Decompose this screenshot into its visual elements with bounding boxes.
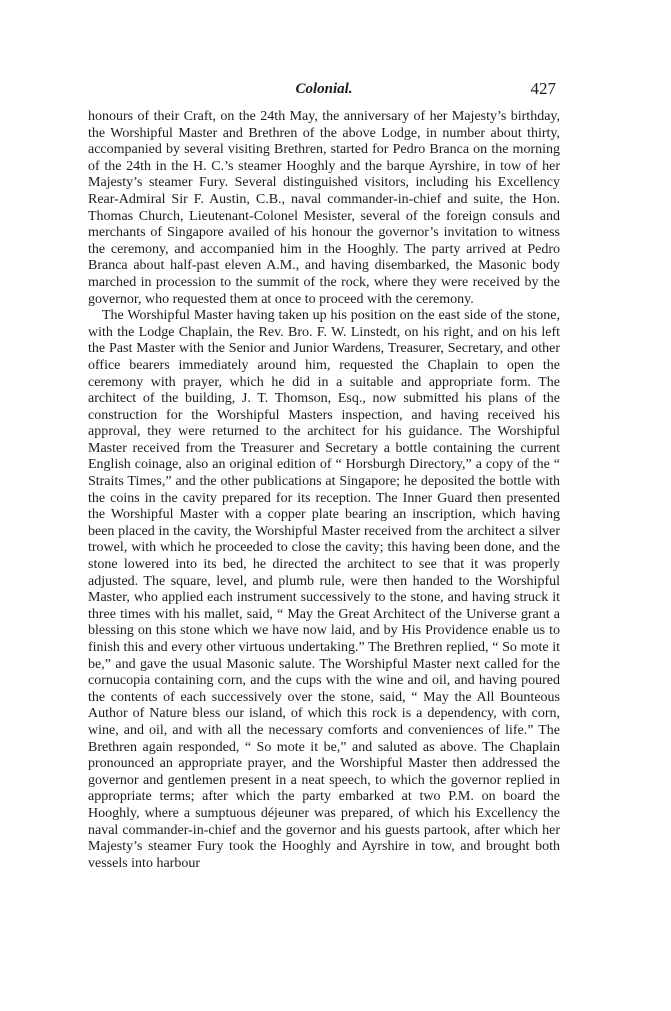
body-text <box>88 109 560 872</box>
running-title: Colonial. <box>295 81 353 97</box>
paragraph-2: The Worshipful Master having taken up his position on the east side of the stone, with the Lodge Chaplain, the Rev. Bro. F. W. Linstedt, on his right, and on his left the Past Master with the Senior and Junior Wardens, Treasurer, Secretary, and other office bearers immediately around him, requested the Chaplain to open the ceremony with prayer, which he did in a suitable and appropriate form. The architect of the building, J. T. Thomson, Esq., now submitted his plans of the construction for the Worshipful Masters inspection, and having received his approval, they were returned to the architect for his guidance. The Worshipful Master received from the Treasurer and Secretary a bottle containing the current English coinage, also an original edition of “ Horsburgh Directory,” a copy of the “ Straits Times,” and the other publications at Singapore; he deposited the bottle with the coins in the cavity prepared for its reception. The Inner Guard then presented the Worshipful Master with a copper plate bearing an inscription, which having been placed in the cavity, the Worshipful Master received from the architect a silver trowel, with which he proceeded to close the cavity; this having been done, and the stone lowered into its bed, he directed the architect to see that it was properly adjusted. The square, level, and plumb rule, were then handed to the Worshipful Master, who applied each instrument successively to the stone, and having struck it three times with his mallet, said, “ May the Great Architect of the Universe grant a blessing on this stone which we have now laid, and by His Providence enable us to finish this and every other virtuous undertaking.” The Brethren replied, “ So mote it be,” and gave the usual Masonic salute. The Worshipful Master next called for the cornucopia containing corn, and the cups with the wine and oil, and having poured the contents of each successively over the stone, said, “ May the All Bounteous Author of Nature bless our island, of which this rock is a dependency, with corn, wine, and oil, and with all the necessary comforts and conveniences of life.” The Brethren again responded, “ So mote it be,” and saluted as above. The Chaplain pronounced an appropriate prayer, and the Worshipful Master then addressed the governor and gentlemen present in a neat speech, to which the governor replied in appropriate terms; after which the party embarked at two P.M. on board the Hooghly, where a sumptuous déjeuner was prepared, of which his Excellency the naval commander-in-chief and the governor and his guests partook, after which her Majesty’s steamer Fury took the Hooghly and Ayrshire in tow, and brought both vessels into harbour <box>88 308 560 871</box>
book-page <box>88 76 560 872</box>
paragraph-1: honours of their Craft, on the 24th May, the anniversary of her Majesty’s birthday, the Worshipful Master and Brethren of the above Lodge, in number about thirty, accompanied by several visiting Brethren, started for Pedro Branca on the morning of the 24th in the H. C.’s steamer Hooghly and the barque Ayrshire, in tow of her Majesty’s steamer Fury. Several distinguished visitors, including his Excellency Rear-Admiral Sir F. Austin, C.B., naval commander-in-chief and suite, the Hon. Thomas Church, Lieutenant-Colonel Mesister, several of the foreign consuls and merchants of Singapore availed of his honour the governor’s invitation to witness the ceremony, and accompanied him in the Hooghly. The party arrived at Pedro Branca about half-past eleven A.M., and having disembarked, the Masonic body marched in procession to the summit of the rock, where they were received by the governor, who requested them at once to proceed with the ceremony. <box>88 109 560 307</box>
running-header <box>88 76 560 102</box>
page-number: 427 <box>530 79 556 98</box>
